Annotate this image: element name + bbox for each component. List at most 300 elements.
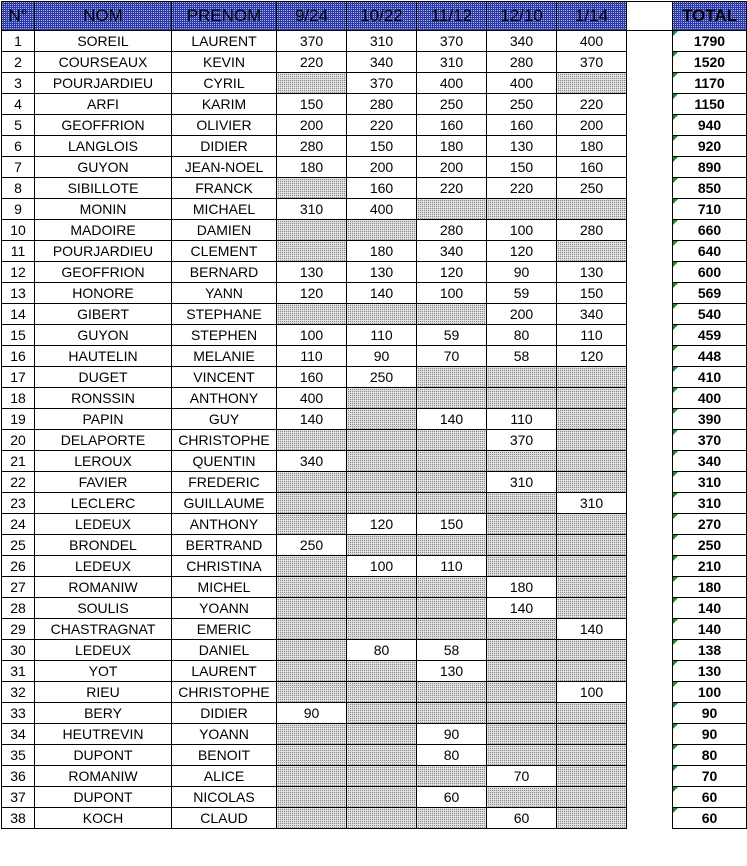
table-row [2, 598, 747, 619]
first-name: ALICE [172, 766, 277, 787]
total-cell: 1170 [673, 73, 747, 94]
first-name: EMERIC [172, 619, 277, 640]
first-name: BERTRAND [172, 535, 277, 556]
last-name: MONIN [35, 199, 172, 220]
header-date-3: 11/12 [417, 2, 487, 31]
score-cell: 80 [417, 745, 487, 766]
score-cell: 140 [557, 619, 627, 640]
score-cell [347, 430, 417, 451]
score-cell [557, 199, 627, 220]
spacer-cell [627, 745, 673, 766]
table-row [2, 283, 747, 304]
score-cell: 220 [277, 52, 347, 73]
score-cell: 100 [347, 556, 417, 577]
spacer-cell [627, 52, 673, 73]
score-cell [347, 745, 417, 766]
score-cell: 370 [487, 430, 557, 451]
first-name: QUENTIN [172, 451, 277, 472]
total-cell: 310 [673, 472, 747, 493]
last-name: SIBILLOTE [35, 178, 172, 199]
score-cell: 310 [417, 52, 487, 73]
score-cell [487, 619, 557, 640]
spacer-cell [627, 808, 673, 829]
row-number: 22 [2, 472, 35, 493]
row-number: 5 [2, 115, 35, 136]
score-cell: 340 [487, 31, 557, 52]
last-name: GUYON [35, 157, 172, 178]
score-cell: 180 [487, 577, 557, 598]
total-cell: 90 [673, 724, 747, 745]
score-cell: 310 [487, 472, 557, 493]
score-cell: 130 [347, 262, 417, 283]
table-row [2, 703, 747, 724]
first-name: JEAN-NOEL [172, 157, 277, 178]
first-name: YOANN [172, 598, 277, 619]
last-name: POURJARDIEU [35, 241, 172, 262]
score-cell [277, 787, 347, 808]
score-cell: 250 [347, 367, 417, 388]
score-cell: 200 [487, 304, 557, 325]
first-name: ANTHONY [172, 388, 277, 409]
score-cell: 90 [417, 724, 487, 745]
score-cell: 250 [487, 94, 557, 115]
first-name: STEPHANE [172, 304, 277, 325]
score-cell [347, 472, 417, 493]
score-cell [417, 703, 487, 724]
total-cell: 140 [673, 619, 747, 640]
spacer-cell [627, 325, 673, 346]
spacer-cell [627, 367, 673, 388]
table-row [2, 682, 747, 703]
total-cell: 640 [673, 241, 747, 262]
table-row [2, 388, 747, 409]
score-cell [277, 304, 347, 325]
table-row [2, 724, 747, 745]
score-cell [277, 598, 347, 619]
table-row [2, 535, 747, 556]
score-cell [347, 220, 417, 241]
last-name: LECLERC [35, 493, 172, 514]
header-no: N° [2, 2, 35, 31]
score-cell: 90 [277, 703, 347, 724]
first-name: YANN [172, 283, 277, 304]
score-cell [487, 199, 557, 220]
total-cell: 80 [673, 745, 747, 766]
table-row [2, 745, 747, 766]
score-cell: 58 [487, 346, 557, 367]
score-cell [487, 682, 557, 703]
score-cell: 60 [417, 787, 487, 808]
total-cell: 459 [673, 325, 747, 346]
row-number: 27 [2, 577, 35, 598]
score-cell: 100 [557, 682, 627, 703]
table-row [2, 787, 747, 808]
score-cell [557, 451, 627, 472]
last-name: GEOFFRION [35, 262, 172, 283]
score-cell [557, 409, 627, 430]
total-cell: 60 [673, 808, 747, 829]
first-name: CLAUD [172, 808, 277, 829]
last-name: GEOFFRION [35, 115, 172, 136]
spacer-cell [627, 535, 673, 556]
row-number: 12 [2, 262, 35, 283]
score-cell: 400 [487, 73, 557, 94]
score-cell: 110 [277, 346, 347, 367]
score-cell: 160 [347, 178, 417, 199]
spacer-cell [627, 73, 673, 94]
last-name: LEDEUX [35, 640, 172, 661]
last-name: DUPONT [35, 745, 172, 766]
score-cell [417, 451, 487, 472]
row-number: 36 [2, 766, 35, 787]
header-date-5: 1/14 [557, 2, 627, 31]
score-cell [277, 73, 347, 94]
score-cell [277, 745, 347, 766]
score-cell [487, 703, 557, 724]
score-cell [347, 577, 417, 598]
total-cell: 340 [673, 451, 747, 472]
row-number: 33 [2, 703, 35, 724]
spacer-cell [627, 724, 673, 745]
spacer-cell [627, 31, 673, 52]
table-row [2, 73, 747, 94]
last-name: KOCH [35, 808, 172, 829]
score-cell: 400 [277, 388, 347, 409]
total-cell: 70 [673, 766, 747, 787]
total-cell: 100 [673, 682, 747, 703]
score-cell [557, 430, 627, 451]
score-cell [347, 787, 417, 808]
score-cell [557, 745, 627, 766]
row-number: 34 [2, 724, 35, 745]
score-cell [557, 241, 627, 262]
score-cell: 130 [417, 661, 487, 682]
score-cell [277, 808, 347, 829]
table-row [2, 94, 747, 115]
header-spacer [627, 2, 673, 31]
score-cell: 120 [347, 514, 417, 535]
first-name: ANTHONY [172, 514, 277, 535]
last-name: HAUTELIN [35, 346, 172, 367]
score-cell: 80 [487, 325, 557, 346]
score-cell: 140 [417, 409, 487, 430]
row-number: 14 [2, 304, 35, 325]
total-cell: 138 [673, 640, 747, 661]
first-name: NICOLAS [172, 787, 277, 808]
first-name: CYRIL [172, 73, 277, 94]
score-cell [417, 199, 487, 220]
spacer-cell [627, 787, 673, 808]
table-row [2, 556, 747, 577]
score-cell: 310 [347, 31, 417, 52]
last-name: LEROUX [35, 451, 172, 472]
score-cell [417, 808, 487, 829]
first-name: OLIVIER [172, 115, 277, 136]
score-cell: 70 [487, 766, 557, 787]
score-cell [347, 682, 417, 703]
first-name: CLEMENT [172, 241, 277, 262]
table-row [2, 220, 747, 241]
score-cell: 59 [417, 325, 487, 346]
score-cell [277, 682, 347, 703]
score-cell: 280 [487, 52, 557, 73]
total-cell: 370 [673, 430, 747, 451]
spacer-cell [627, 682, 673, 703]
table-row [2, 619, 747, 640]
score-cell [557, 724, 627, 745]
score-cell [417, 493, 487, 514]
score-cell [277, 577, 347, 598]
score-cell: 130 [277, 262, 347, 283]
spacer-cell [627, 115, 673, 136]
header-row [2, 2, 747, 31]
spacer-cell [627, 304, 673, 325]
score-cell: 200 [557, 115, 627, 136]
last-name: ROMANIW [35, 577, 172, 598]
first-name: CHRISTINA [172, 556, 277, 577]
score-cell: 200 [277, 115, 347, 136]
last-name: BERY [35, 703, 172, 724]
first-name: DIDIER [172, 703, 277, 724]
total-cell: 250 [673, 535, 747, 556]
spacer-cell [627, 430, 673, 451]
row-number: 31 [2, 661, 35, 682]
first-name: DANIEL [172, 640, 277, 661]
score-cell [347, 535, 417, 556]
row-number: 19 [2, 409, 35, 430]
first-name: FRANCK [172, 178, 277, 199]
first-name: FREDERIC [172, 472, 277, 493]
row-number: 35 [2, 745, 35, 766]
first-name: MICHEL [172, 577, 277, 598]
spacer-cell [627, 409, 673, 430]
spacer-cell [627, 598, 673, 619]
row-number: 18 [2, 388, 35, 409]
total-cell: 940 [673, 115, 747, 136]
total-cell: 270 [673, 514, 747, 535]
score-cell: 120 [557, 346, 627, 367]
last-name: DELAPORTE [35, 430, 172, 451]
score-cell: 310 [277, 199, 347, 220]
score-cell [487, 514, 557, 535]
spacer-cell [627, 388, 673, 409]
last-name: RONSSIN [35, 388, 172, 409]
table-row [2, 115, 747, 136]
score-cell: 90 [487, 262, 557, 283]
table-row [2, 493, 747, 514]
row-number: 17 [2, 367, 35, 388]
score-cell: 58 [417, 640, 487, 661]
score-cell: 400 [557, 31, 627, 52]
ranking-table [1, 1, 747, 829]
row-number: 4 [2, 94, 35, 115]
last-name: HONORE [35, 283, 172, 304]
score-cell [557, 703, 627, 724]
header-prenom: PRENOM [172, 2, 277, 31]
score-cell [557, 766, 627, 787]
score-cell: 160 [557, 157, 627, 178]
score-cell: 59 [487, 283, 557, 304]
score-cell: 100 [487, 220, 557, 241]
table-row [2, 346, 747, 367]
table-row [2, 136, 747, 157]
score-cell: 180 [417, 136, 487, 157]
header-date-1: 9/24 [277, 2, 347, 31]
first-name: MELANIE [172, 346, 277, 367]
table-row [2, 808, 747, 829]
score-cell: 400 [347, 199, 417, 220]
score-cell: 340 [277, 451, 347, 472]
score-cell: 120 [487, 241, 557, 262]
score-cell [277, 493, 347, 514]
spacer-cell [627, 451, 673, 472]
row-number: 30 [2, 640, 35, 661]
total-cell: 210 [673, 556, 747, 577]
total-cell: 1520 [673, 52, 747, 73]
score-cell: 220 [347, 115, 417, 136]
score-cell: 220 [557, 94, 627, 115]
score-cell [347, 409, 417, 430]
score-cell [557, 808, 627, 829]
score-cell [557, 73, 627, 94]
total-cell: 390 [673, 409, 747, 430]
score-cell: 220 [417, 178, 487, 199]
first-name: LAURENT [172, 31, 277, 52]
score-cell [277, 430, 347, 451]
score-cell [557, 787, 627, 808]
score-cell: 370 [277, 31, 347, 52]
row-number: 1 [2, 31, 35, 52]
total-cell: 410 [673, 367, 747, 388]
score-cell: 150 [487, 157, 557, 178]
header-date-4: 12/10 [487, 2, 557, 31]
last-name: ARFI [35, 94, 172, 115]
score-cell [277, 619, 347, 640]
table-row [2, 325, 747, 346]
score-cell: 250 [417, 94, 487, 115]
table-row [2, 52, 747, 73]
row-number: 3 [2, 73, 35, 94]
score-cell [347, 724, 417, 745]
spacer-cell [627, 556, 673, 577]
table-row [2, 661, 747, 682]
score-cell [347, 619, 417, 640]
score-cell: 80 [347, 640, 417, 661]
score-cell [347, 304, 417, 325]
first-name: BERNARD [172, 262, 277, 283]
score-cell [487, 724, 557, 745]
row-number: 25 [2, 535, 35, 556]
score-cell: 110 [417, 556, 487, 577]
row-number: 37 [2, 787, 35, 808]
first-name: KARIM [172, 94, 277, 115]
spacer-cell [627, 157, 673, 178]
score-cell [487, 388, 557, 409]
row-number: 29 [2, 619, 35, 640]
row-number: 11 [2, 241, 35, 262]
score-cell: 370 [557, 52, 627, 73]
score-cell [557, 577, 627, 598]
score-cell: 70 [417, 346, 487, 367]
score-cell [417, 472, 487, 493]
score-cell: 140 [277, 409, 347, 430]
score-cell [557, 640, 627, 661]
score-cell [347, 451, 417, 472]
first-name: GUILLAUME [172, 493, 277, 514]
total-cell: 920 [673, 136, 747, 157]
last-name: RIEU [35, 682, 172, 703]
score-cell [417, 577, 487, 598]
last-name: DUPONT [35, 787, 172, 808]
table-row [2, 409, 747, 430]
score-cell [347, 766, 417, 787]
last-name: MADOIRE [35, 220, 172, 241]
first-name: LAURENT [172, 661, 277, 682]
score-cell: 340 [557, 304, 627, 325]
score-cell: 370 [347, 73, 417, 94]
score-cell [347, 598, 417, 619]
first-name: CHRISTOPHE [172, 430, 277, 451]
score-cell: 160 [487, 115, 557, 136]
table-row [2, 241, 747, 262]
score-cell [417, 388, 487, 409]
last-name: PAPIN [35, 409, 172, 430]
row-number: 15 [2, 325, 35, 346]
header-date-2: 10/22 [347, 2, 417, 31]
last-name: SOULIS [35, 598, 172, 619]
table-row [2, 472, 747, 493]
score-cell: 250 [557, 178, 627, 199]
score-cell [277, 220, 347, 241]
score-cell [557, 535, 627, 556]
score-cell [557, 388, 627, 409]
row-number: 7 [2, 157, 35, 178]
score-cell [277, 241, 347, 262]
score-cell: 150 [557, 283, 627, 304]
spacer-cell [627, 241, 673, 262]
table-row [2, 430, 747, 451]
row-number: 10 [2, 220, 35, 241]
score-cell [487, 535, 557, 556]
total-cell: 600 [673, 262, 747, 283]
score-cell: 280 [347, 94, 417, 115]
score-cell [417, 304, 487, 325]
total-cell: 90 [673, 703, 747, 724]
last-name: LEDEUX [35, 556, 172, 577]
last-name: SOREIL [35, 31, 172, 52]
score-cell: 110 [347, 325, 417, 346]
score-cell [487, 493, 557, 514]
score-cell [417, 535, 487, 556]
score-cell: 150 [347, 136, 417, 157]
score-cell [277, 640, 347, 661]
spacer-cell [627, 640, 673, 661]
header-total: TOTAL [673, 2, 747, 31]
table-row [2, 451, 747, 472]
spacer-cell [627, 283, 673, 304]
total-cell: 1150 [673, 94, 747, 115]
score-cell [277, 766, 347, 787]
total-cell: 660 [673, 220, 747, 241]
row-number: 28 [2, 598, 35, 619]
score-cell [487, 451, 557, 472]
total-cell: 140 [673, 598, 747, 619]
last-name: POURJARDIEU [35, 73, 172, 94]
score-cell [347, 388, 417, 409]
score-cell [417, 430, 487, 451]
total-cell: 130 [673, 661, 747, 682]
last-name: ROMANIW [35, 766, 172, 787]
